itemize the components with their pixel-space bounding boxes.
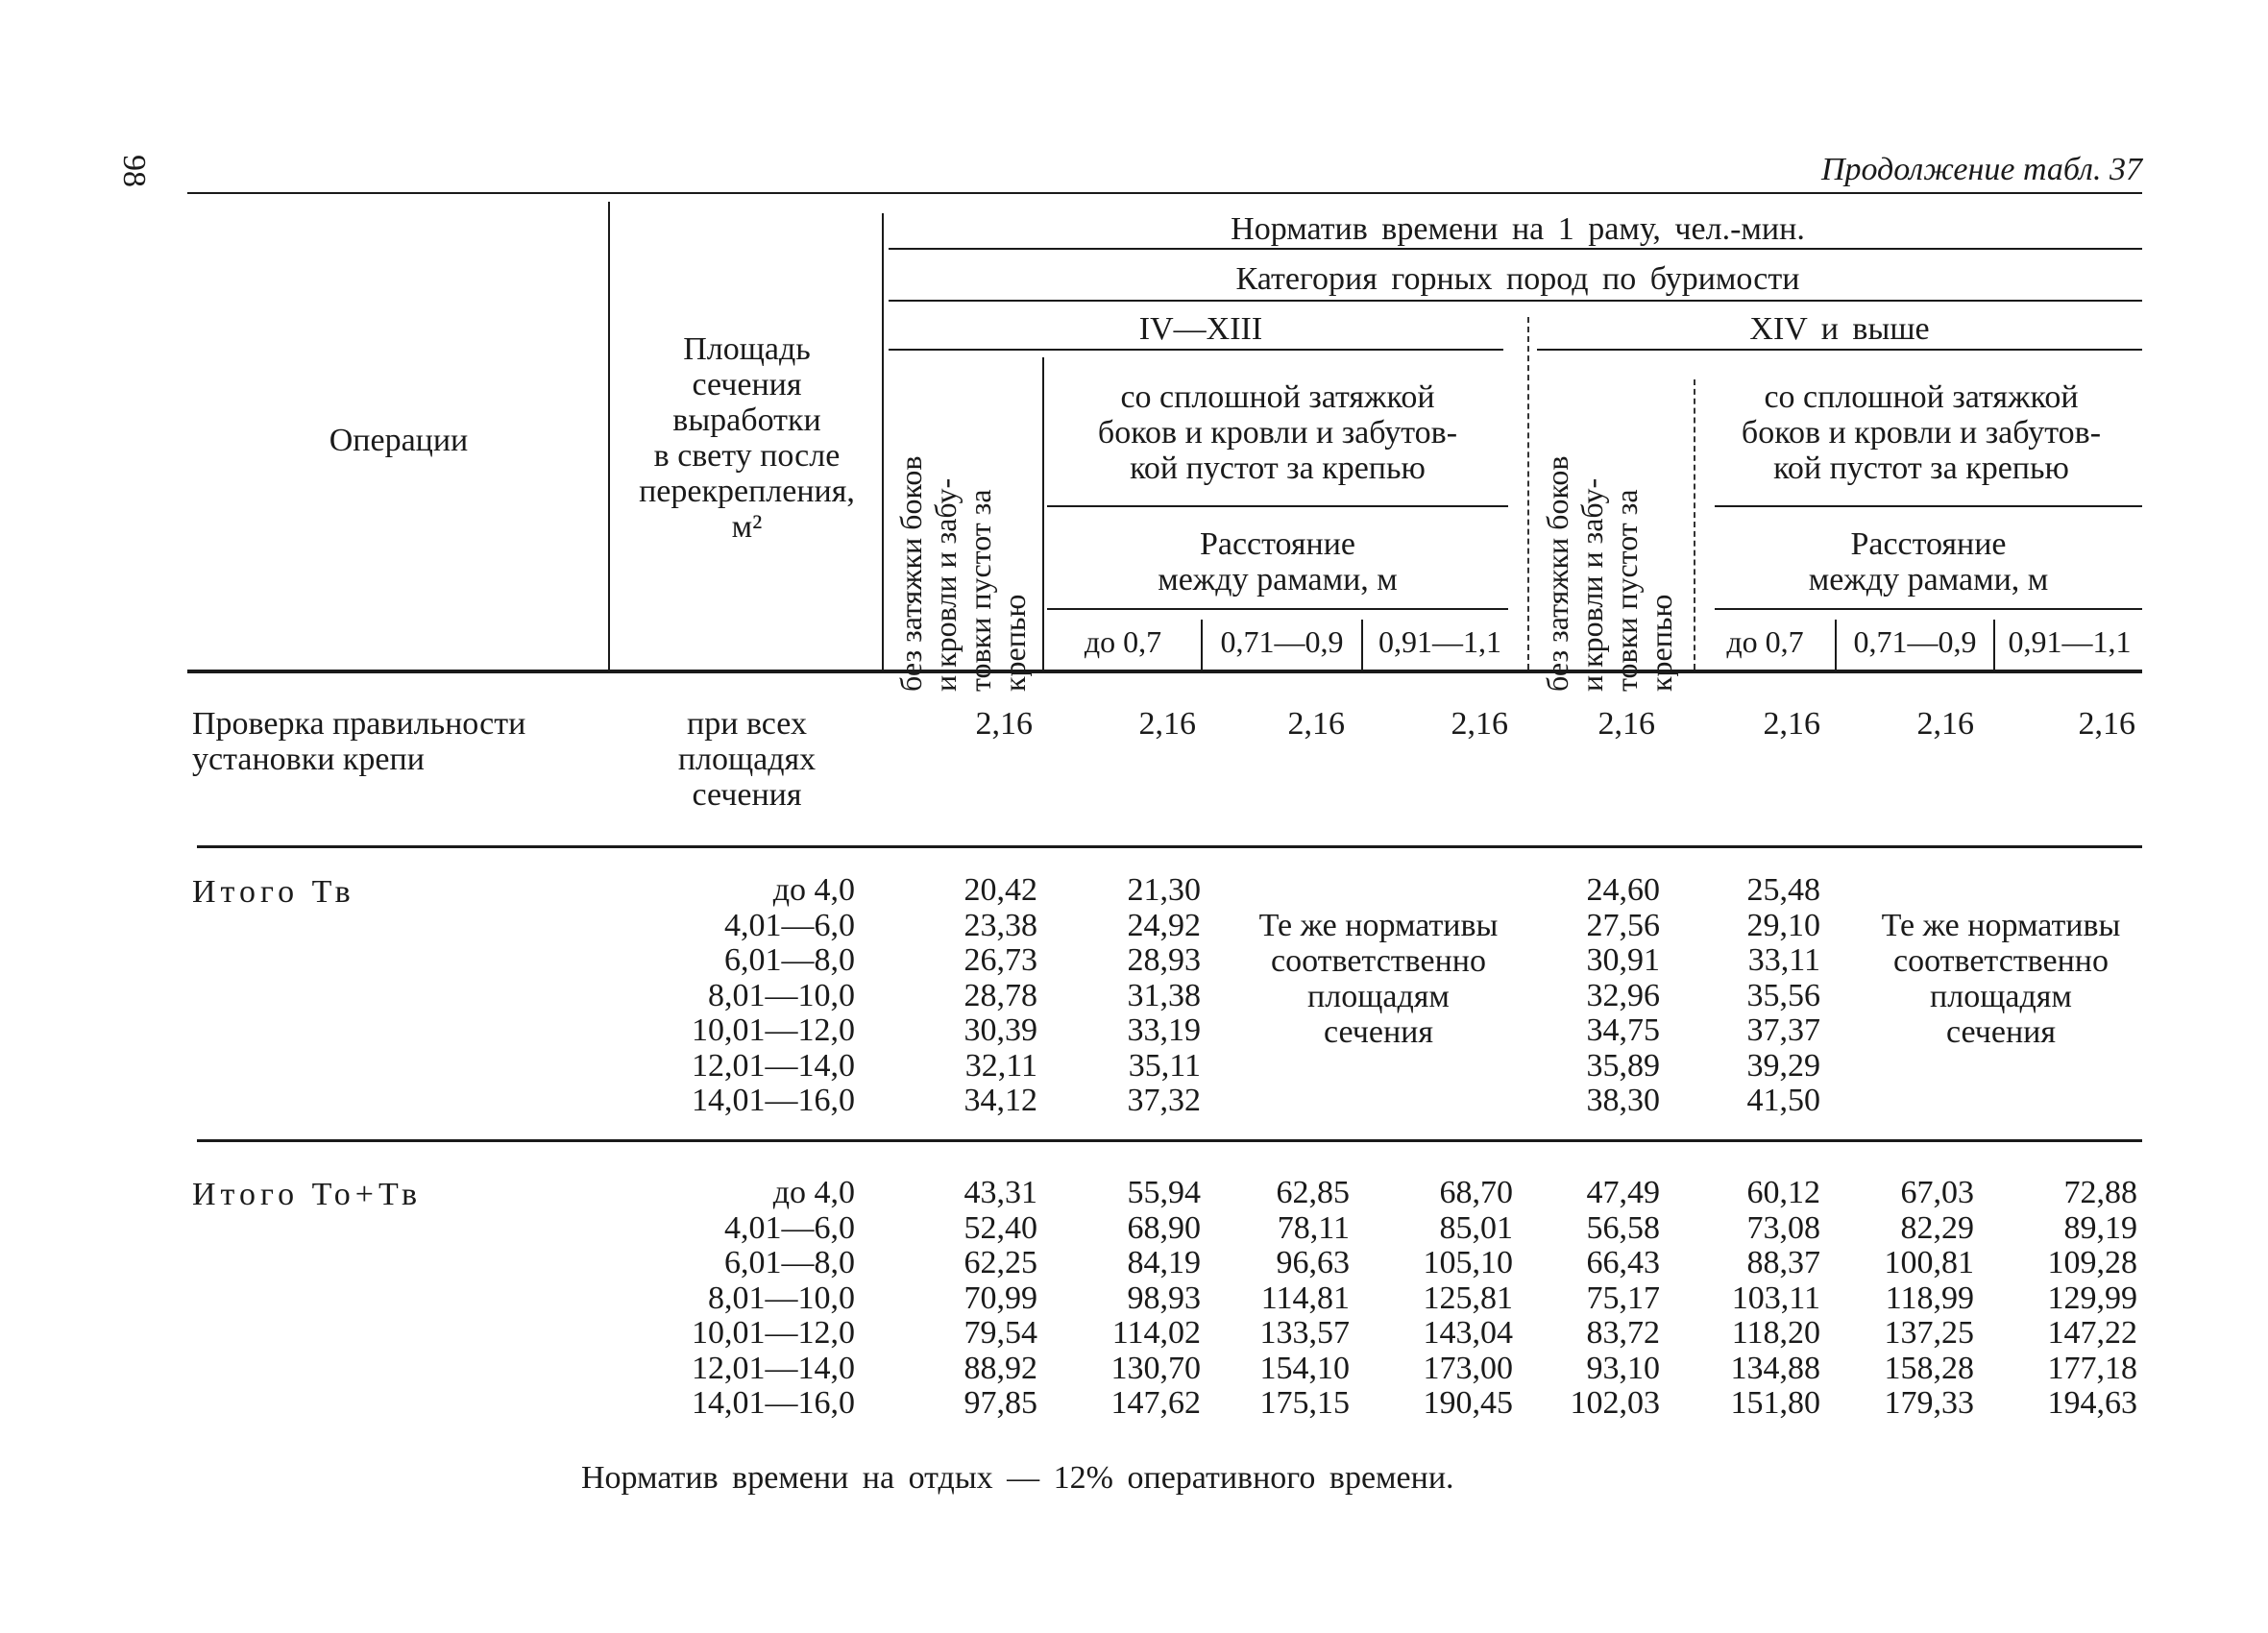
norm-title-rule [889,248,2142,250]
distance-rule-1 [1047,608,1508,610]
value-cell: 32,96 [1586,977,1660,1013]
header-area-line: Площадь [683,331,811,367]
header-d3-cat2: 0,91—1,1 [2008,624,2132,659]
value-cell: 62,25 [963,1245,1037,1280]
area-cell: до 4,0 [772,872,855,908]
row2-bottom-rule [197,1139,2142,1142]
value-cell: 98,93 [1127,1280,1201,1316]
value-cell: 30,39 [963,1012,1037,1048]
area-cell: 10,01—12,0 [692,1012,855,1048]
rot-line: товки пустот за [1609,489,1644,692]
value-cell: 55,94 [1127,1175,1201,1210]
cat2-rule [1537,349,2142,351]
header-no-tightening-1 [893,384,1037,692]
wt-line: боков и кровли и забутов- [1097,415,1458,451]
value-cell: 34,12 [963,1083,1037,1118]
area-cell: 12,01—14,0 [692,1350,855,1386]
row3-col8 [1993,1175,2137,1421]
table-continuation-title: Продолжение табл. 37 [1820,152,2142,187]
row1-value: 2,16 [1451,706,1508,742]
value-cell: 137,25 [1884,1315,1974,1351]
header-area-line: выработки [672,402,821,438]
row1-value: 2,16 [1916,706,1974,742]
note-line: площадям [1307,979,1450,1014]
area-cell: до 4,0 [772,1175,855,1210]
cat-divider [1527,317,1529,670]
value-cell: 85,01 [1439,1209,1513,1246]
note-line: Те же нормативы [1881,908,2121,943]
value-cell: 103,11 [1731,1280,1820,1316]
row3-col7 [1830,1175,1974,1421]
value-cell: 109,28 [2047,1245,2137,1280]
header-d1-cat2: до 0,7 [1726,624,1804,659]
value-cell: 67,03 [1900,1175,1974,1210]
row1-area-line: при всех [687,706,807,742]
area-cell: 6,01—8,0 [724,942,855,978]
rot-line: без затяжки боков [893,455,928,692]
value-cell: 129,99 [2047,1280,2137,1316]
row2-same-note-1 [1220,908,1537,1050]
value-cell: 35,89 [1586,1047,1660,1084]
row3-col6 [1676,1175,1820,1421]
value-cell: 28,78 [963,977,1037,1013]
row2-col2 [1057,872,1201,1118]
area-cell: 6,01—8,0 [724,1245,855,1280]
header-cat2: XIV и выше [1749,311,1930,347]
header-area [615,331,879,545]
rot-line: крепью [997,594,1032,692]
row2-col5 [1516,872,1660,1118]
value-cell: 66,43 [1586,1245,1660,1280]
header-d3-cat1: 0,91—1,1 [1378,624,1501,659]
value-cell: 82,29 [1900,1209,1974,1246]
row1-bottom-rule [197,845,2142,848]
page-number: 98 [116,155,152,187]
row3-area-column [615,1175,855,1421]
row1-name-line: Проверка правильности [192,706,526,742]
value-cell: 62,85 [1276,1175,1350,1210]
wt-line: со сплошной затяжкой [1120,379,1435,415]
value-cell: 175,15 [1259,1385,1350,1421]
value-cell: 88,37 [1746,1245,1820,1280]
row1-name-line: установки крепи [192,742,425,777]
wt-line: кой пустот за крепью [1130,451,1426,486]
row2-area-column [615,872,855,1118]
rot-line: товки пустот за [963,489,997,692]
value-cell: 20,42 [963,872,1037,908]
value-cell: 190,45 [1423,1385,1513,1421]
value-cell: 60,12 [1746,1175,1820,1210]
value-cell: 29,10 [1746,907,1820,943]
category-rule [889,300,2142,302]
value-cell: 151,80 [1730,1385,1820,1421]
row1-area-line: сечения [692,777,802,813]
header-d1-cat1: до 0,7 [1084,624,1162,659]
value-cell: 96,63 [1276,1245,1350,1280]
row2-col6 [1676,872,1820,1118]
value-cell: 105,10 [1423,1245,1513,1280]
header-distance-1 [1047,526,1508,597]
row1-value: 2,16 [975,706,1033,742]
row1-area [615,706,879,813]
row1-value: 2,16 [1597,706,1655,742]
note-line: сечения [1324,1014,1433,1050]
row3-col5 [1516,1175,1660,1421]
row1-value: 2,16 [1138,706,1196,742]
distance-rule-2 [1715,608,2142,610]
wt-line: со сплошной затяжкой [1764,379,2079,415]
value-cell: 134,88 [1730,1350,1820,1386]
wt-line: кой пустот за крепью [1773,451,2069,486]
value-cell: 24,60 [1586,872,1660,908]
area-cell: 4,01—6,0 [724,1209,855,1246]
value-cell: 39,29 [1746,1047,1820,1084]
dist-line: между рамами, м [1808,562,2049,597]
note-line: соответственно [1270,943,1486,979]
tightening-rule-2 [1715,505,2142,507]
value-cell: 37,32 [1127,1083,1201,1118]
row3-col2 [1057,1175,1201,1421]
value-cell: 68,70 [1439,1175,1513,1210]
header-operations: Операции [329,423,469,458]
value-cell: 147,22 [2047,1315,2137,1351]
note-line: соответственно [1892,943,2109,979]
area-cell: 14,01—16,0 [692,1083,855,1118]
wt-line: боков и кровли и забутов- [1741,415,2102,451]
value-cell: 23,38 [963,907,1037,943]
row3-col4 [1369,1175,1513,1421]
table-top-rule [187,192,2142,194]
header-category-title: Категория горных пород по буримости [1235,261,1800,297]
dist-line: Расстояние [1199,526,1356,562]
value-cell: 35,56 [1746,977,1820,1013]
area-cell: 8,01—10,0 [708,977,855,1013]
value-cell: 68,90 [1127,1209,1201,1246]
row1-value: 2,16 [1287,706,1345,742]
area-divider [882,213,884,670]
value-cell: 79,54 [963,1315,1037,1351]
area-cell: 12,01—14,0 [692,1047,855,1084]
header-area-line: в свету после [653,438,841,474]
area-cell: 4,01—6,0 [724,907,855,943]
value-cell: 37,37 [1746,1012,1820,1048]
rot-line: и кровли и забу- [928,477,963,692]
header-d2-cat2: 0,71—0,9 [1853,624,1977,659]
header-cat1: IV—XIII [1138,311,1263,347]
header-norm-title: Норматив времени на 1 раму, чел.-мин. [1231,211,1805,247]
rot-line: крепью [1644,594,1678,692]
value-cell: 52,40 [963,1209,1037,1246]
area-cell: 8,01—10,0 [708,1280,855,1316]
area-cell: 14,01—16,0 [692,1385,855,1421]
value-cell: 179,33 [1884,1385,1974,1421]
value-cell: 34,75 [1586,1012,1660,1048]
tightening-rule-1 [1047,505,1508,507]
row2-col1 [893,872,1037,1118]
value-cell: 83,72 [1586,1315,1660,1351]
operations-divider [608,202,610,670]
value-cell: 133,57 [1259,1315,1350,1351]
row3-name: Итого То+Тв [192,1177,423,1212]
value-cell: 114,02 [1111,1315,1201,1351]
value-cell: 27,56 [1586,907,1660,943]
value-cell: 33,19 [1127,1012,1201,1048]
row2-name: Итого Тв [192,874,355,910]
row1-area-line: площадях [677,742,817,777]
value-cell: 75,17 [1586,1280,1660,1316]
row1-name [192,706,615,777]
footnote: Норматив времени на отдых — 12% оперативного времени. [581,1460,1454,1496]
value-cell: 47,49 [1586,1175,1660,1210]
value-cell: 130,70 [1110,1350,1201,1386]
value-cell: 147,62 [1110,1385,1201,1421]
value-cell: 194,63 [2047,1385,2137,1421]
row3-col3 [1206,1175,1350,1421]
row1-value: 2,16 [2078,706,2135,742]
value-cell: 100,81 [1884,1245,1974,1280]
value-cell: 97,85 [963,1385,1037,1421]
value-cell: 93,10 [1586,1350,1660,1386]
value-cell: 31,38 [1127,977,1201,1013]
value-cell: 30,91 [1586,942,1660,978]
cat1-rule [889,349,1503,351]
value-cell: 177,18 [2047,1350,2137,1386]
value-cell: 21,30 [1127,872,1201,908]
value-cell: 25,48 [1746,872,1820,908]
value-cell: 33,11 [1747,942,1820,978]
header-with-tightening-2 [1700,379,2142,486]
row3-col1 [893,1175,1037,1421]
row2-same-note-2 [1842,908,2159,1050]
value-cell: 41,50 [1746,1083,1820,1118]
note-line: Те же нормативы [1258,908,1499,943]
value-cell: 143,04 [1423,1315,1513,1351]
dist-line: между рамами, м [1158,562,1398,597]
header-area-line: сечения [692,367,802,402]
header-bottom-rule [187,670,2142,673]
area-cell: 10,01—12,0 [692,1315,855,1351]
value-cell: 72,88 [2063,1175,2137,1210]
value-cell: 154,10 [1259,1350,1350,1386]
value-cell: 88,92 [963,1350,1037,1386]
value-cell: 114,81 [1260,1280,1350,1316]
value-cell: 26,73 [963,942,1037,978]
value-cell: 125,81 [1423,1280,1513,1316]
header-d2-cat1: 0,71—0,9 [1220,624,1344,659]
value-cell: 35,11 [1128,1047,1201,1084]
value-cell: 158,28 [1884,1350,1974,1386]
note-line: площадям [1930,979,2072,1014]
value-cell: 70,99 [963,1280,1037,1316]
header-area-line: перекрепления, [639,474,855,509]
value-cell: 78,11 [1277,1209,1350,1246]
header-distance-2 [1715,526,2142,597]
value-cell: 84,19 [1127,1245,1201,1280]
value-cell: 118,20 [1731,1315,1820,1351]
rot-line: без затяжки боков [1540,455,1574,692]
header-with-tightening-1 [1042,379,1513,486]
note-line: сечения [1946,1014,2056,1050]
value-cell: 24,92 [1127,907,1201,943]
value-cell: 28,93 [1127,942,1201,978]
dist-line: Расстояние [1850,526,2007,562]
value-cell: 32,11 [964,1047,1037,1084]
value-cell: 118,99 [1885,1280,1974,1316]
value-cell: 102,03 [1570,1385,1660,1421]
header-no-tightening-2 [1540,384,1684,692]
header-area-line: м² [731,509,763,545]
value-cell: 43,31 [963,1175,1037,1210]
value-cell: 89,19 [2063,1209,2137,1246]
rot-line: и кровли и забу- [1574,477,1609,692]
value-cell: 56,58 [1586,1209,1660,1246]
value-cell: 173,00 [1423,1350,1513,1386]
row1-value: 2,16 [1763,706,1820,742]
value-cell: 73,08 [1746,1209,1820,1246]
value-cell: 38,30 [1586,1083,1660,1118]
